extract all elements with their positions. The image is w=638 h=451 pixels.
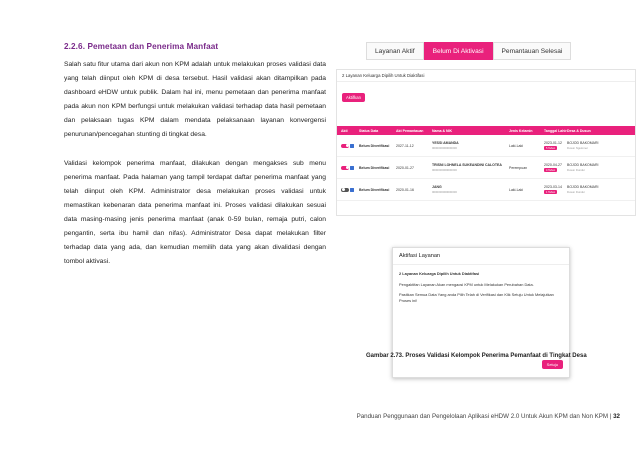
desa-cell: BOJOD BAKOMARI: [567, 141, 599, 145]
gender-cell: Perempuan: [509, 165, 528, 170]
age-badge: 1 Tahun: [546, 190, 556, 194]
modal-title: Aktifasi Layanan: [393, 248, 569, 265]
gender-cell: Laki-Laki: [509, 187, 524, 192]
table-row: [337, 157, 635, 179]
table-row: [337, 135, 635, 157]
service-panel: [336, 69, 636, 216]
dusun-cell: Dusun Dundur: [567, 190, 586, 194]
figure-caption: Gambar 2.73. Proses Validasi Kelompok Penerima Pemanfaat di Tingkat Desa: [366, 353, 587, 359]
dusun-cell: Dusun Ngulomer: [567, 146, 588, 150]
checkbox-icon[interactable]: [350, 166, 354, 170]
tab-belum-diaktivasi[interactable]: Belum Di Aktivasi: [424, 42, 493, 60]
activate-button[interactable]: Aktifkan: [342, 93, 365, 102]
col-header: Nama & NIK: [432, 128, 453, 133]
table-header: [337, 126, 635, 135]
footer-text: Panduan Penggunaan dan Pengelolaan Aplikasi eHDW 2.0 Untuk Akun KPM dan Non KPM |: [356, 413, 612, 420]
date-cell: 2020-01-16: [396, 187, 414, 192]
checkbox-icon[interactable]: [350, 188, 354, 192]
gender-cell: Laki-Laki: [509, 143, 524, 148]
page-footer: [357, 413, 620, 420]
table-row: [337, 179, 635, 201]
name-cell: TRISNI LOHNELA SUKEANDINI CALOTEA: [432, 163, 502, 167]
col-header: Desa & Dusun: [567, 128, 591, 133]
checkbox-icon[interactable]: [350, 144, 354, 148]
panel-header: 2 Layanan Keluarga Dipilih Untuk Diaktifasi: [337, 70, 635, 82]
name-cell: JANG: [432, 185, 442, 189]
status-cell: Belum Diverifikasi: [359, 165, 390, 170]
tab-pemantauan-selesai[interactable]: Pemantauan Selesai: [493, 42, 572, 60]
nik-cell: 0000000000000000: [432, 146, 457, 150]
name-cell: YESSI AMANDA: [432, 141, 459, 145]
page-number: 32: [613, 413, 620, 420]
section-title: 2.2.6. Pemetaan dan Penerima Manfaat: [64, 42, 219, 51]
desa-cell: BOJOD BAKOMARI: [567, 185, 599, 189]
desa-cell: BOJOD BAKOMARI: [567, 163, 599, 167]
birth-cell: 2020-04-27: [544, 163, 562, 167]
dusun-cell: Dusun Dundur: [567, 168, 586, 172]
paragraph-2: Validasi kelompok penerima manfaat, dilakukan dengan mengakses sub menu penerima manfaat. Pada halaman yang tampil terdapat daftar penerima manfaat yang telah diinput oleh KPM. Administrator desa melakukan proses validasi untuk memastikan kebenaran data penerima manfaat ini. Proses validasi dilakukan sesuai data masing-masing jenis penerima manfaat (anak 0-59 bulan, remaja putri, calon pengantin, serta ibu hamil dan nifas). Administrator Desa dapat melakukan filter terhadap data yang ada, dan kemudian memilih data yang akan divalidasi dengan tombol aktivasi.: [64, 159, 326, 266]
col-header: Tanggal Lahir: [544, 128, 567, 133]
modal-heading: 2 Layanan Keluarga Dipilih Untuk Diaktifasi: [399, 271, 480, 276]
paragraph-1: Salah satu fitur utama dari akun non KPM adalah untuk melakukan proses validasi data yang telah diinput oleh KPM di desa tersebut. Hasil validasi akan ditampilkan pada dashboard eHDW untuk publik. Dalam hal ini, menu pemetaan dan penerima manfaat pada akun non KPM berfungsi untuk melakukan validasi terhadap data hasil pemetaan dan pelaksaan tugas KPM dalam mendata pelaksanaan layanan konvergensi penurunan/pencegahan stunting di tingkat desa.: [64, 61, 326, 139]
col-header: Jenis Kelamin: [509, 128, 533, 133]
col-header: Status Data: [359, 128, 379, 133]
agree-button[interactable]: Setuju: [542, 360, 563, 369]
status-cell: Belum Diverifikasi: [359, 143, 390, 148]
date-cell: 2027-11-12: [396, 143, 414, 148]
activation-toggle[interactable]: [341, 188, 349, 192]
activation-toggle[interactable]: [341, 144, 349, 148]
nik-cell: 0000000000000000: [432, 190, 457, 194]
tab-layanan-aktif[interactable]: Layanan Aktif: [366, 42, 424, 60]
status-cell: Belum Diverifikasi: [359, 187, 390, 192]
nik-cell: 0000000000000000: [432, 168, 457, 172]
col-header: Akt Pemantauan: [396, 128, 424, 133]
body-text-column: [64, 42, 326, 269]
modal-text-2: Pastikan Semua Data Yang anda Pilih Telah di Verifikasi dan Klik Setuju Untuk Melajutkan Proses ini!: [399, 292, 554, 303]
col-header: Akti: [341, 128, 348, 133]
beneficiary-table: [337, 126, 635, 201]
birth-cell: 2023-01-12: [544, 141, 562, 145]
birth-cell: 2023-03-14: [544, 185, 562, 189]
age-badge: 4 Tahun: [546, 168, 556, 172]
modal-text-1: Pengaktifan Layanan Akan mengaosi KPM untuk Melakukan Perubahan Data.: [399, 281, 534, 287]
activation-toggle[interactable]: [341, 166, 349, 170]
age-badge: 5 Tahun: [546, 146, 556, 150]
date-cell: 2020-01-27: [396, 165, 414, 170]
tab-bar: [366, 42, 636, 60]
